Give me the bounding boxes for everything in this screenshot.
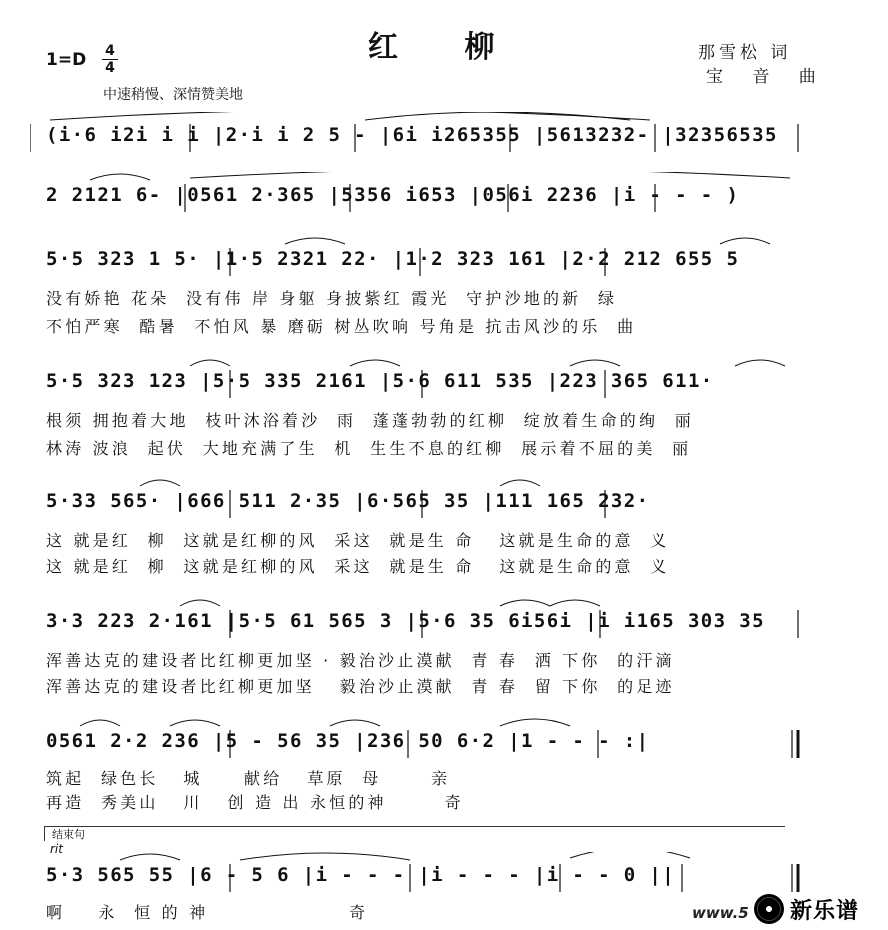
lyric-line: 没有娇艳 花朵 没有伟 岸 身躯 身披紫红 霞光 守护沙地的新 绿: [46, 289, 618, 308]
tempo-marking: 中速稍慢、深情赞美地: [103, 87, 243, 103]
staff-line: [30, 852, 800, 902]
notation-text: 5·3 565 55 |6 - 5 6 |i - - - |i - - - |i - - 0 ||: [46, 864, 676, 886]
lyric-line: 这 就是红 柳 这就是红柳的风 采这 就是生 命 这就是生命的意 义: [46, 531, 670, 550]
staff-line: [30, 236, 800, 286]
lyricist-credit: 那雪松 词: [698, 43, 792, 63]
lyric-line: 根须 拥抱着大地 枝叶沐浴着沙 雨 蓬蓬勃勃的红柳 绽放着生命的绚 丽: [46, 411, 694, 430]
notation-text: 3·3 223 2·161 |5·5 61 565 3 |5·6 35 6i56i |i i165 303 35: [46, 610, 765, 632]
site-watermark: www.5: [692, 904, 749, 922]
song-title: 红 柳: [368, 30, 523, 65]
lyric-line: 筑起 绿色长 城 献给 草原 母 亲: [46, 769, 451, 788]
lyric-line: 林涛 波浪 起伏 大地充满了生 机 生生不息的红柳 展示着不屈的美 丽: [46, 439, 692, 458]
lyric-line: 这 就是红 柳 这就是红柳的风 采这 就是生 命 这就是生命的意 义: [46, 557, 670, 576]
logo-text: 新乐谱: [790, 898, 860, 924]
time-sig-top: 4: [105, 43, 115, 59]
site-logo[interactable]: [754, 890, 888, 928]
composer-credit: 宝 音 曲: [706, 67, 828, 87]
notation-text: 5·33 565· |666 511 2·35 |6·565 35 |111 165 232·: [46, 490, 650, 512]
lyric-line: 浑善达克的建设者比红柳更加坚 · 毅治沙止漠献 青 春 洒 下你 的汗滴: [46, 651, 675, 670]
vinyl-disc-icon: [754, 894, 784, 924]
ending-label: 结束句: [52, 828, 85, 841]
time-signature: [102, 44, 118, 75]
staff-line: [30, 358, 800, 408]
staff-line: [30, 172, 800, 222]
staff-line: [30, 718, 800, 768]
lyric-line: 啊 永 恒 的 神 奇: [46, 903, 369, 922]
staff-line: [30, 112, 800, 162]
notation-text: 2 2121 6- |0561 2·365 |5356 i653 |056i 2236 |i - - - ): [46, 184, 740, 206]
notation-text: 0561 2·2 236 |5 - 56 35 |236 50 6·2 |1 - - - :|: [46, 730, 650, 752]
notation-text: 5·5 323 123 |5·5 335 2161 |5·6 611 535 |223 365 611·: [46, 370, 714, 392]
key-signature: 1=D: [46, 50, 87, 70]
lyric-line: 再造 秀美山 川 创 造 出 永恒的神 奇: [46, 793, 464, 812]
staff-line: [30, 598, 800, 648]
staff-line: [30, 478, 800, 528]
ritardando-mark: rit: [50, 842, 63, 856]
time-sig-bottom: 4: [105, 60, 115, 76]
notation-text: (i·6 i2i i i |2·i i 2 5 - |6i i265355 |5613232- |32356535: [46, 124, 778, 146]
notation-text: 5·5 323 1 5· |1·5 2321 22· |1·2 323 161 |2·2 212 655 5: [46, 248, 740, 270]
lyric-line: 不怕严寒 酷暑 不怕风 暴 磨砺 树丛吹响 号角是 抗击风沙的乐 曲: [46, 317, 637, 336]
lyric-line: 浑善达克的建设者比红柳更加坚 毅治沙止漠献 青 春 留 下你 的足迹: [46, 677, 675, 696]
ending-bracket: [44, 826, 785, 841]
